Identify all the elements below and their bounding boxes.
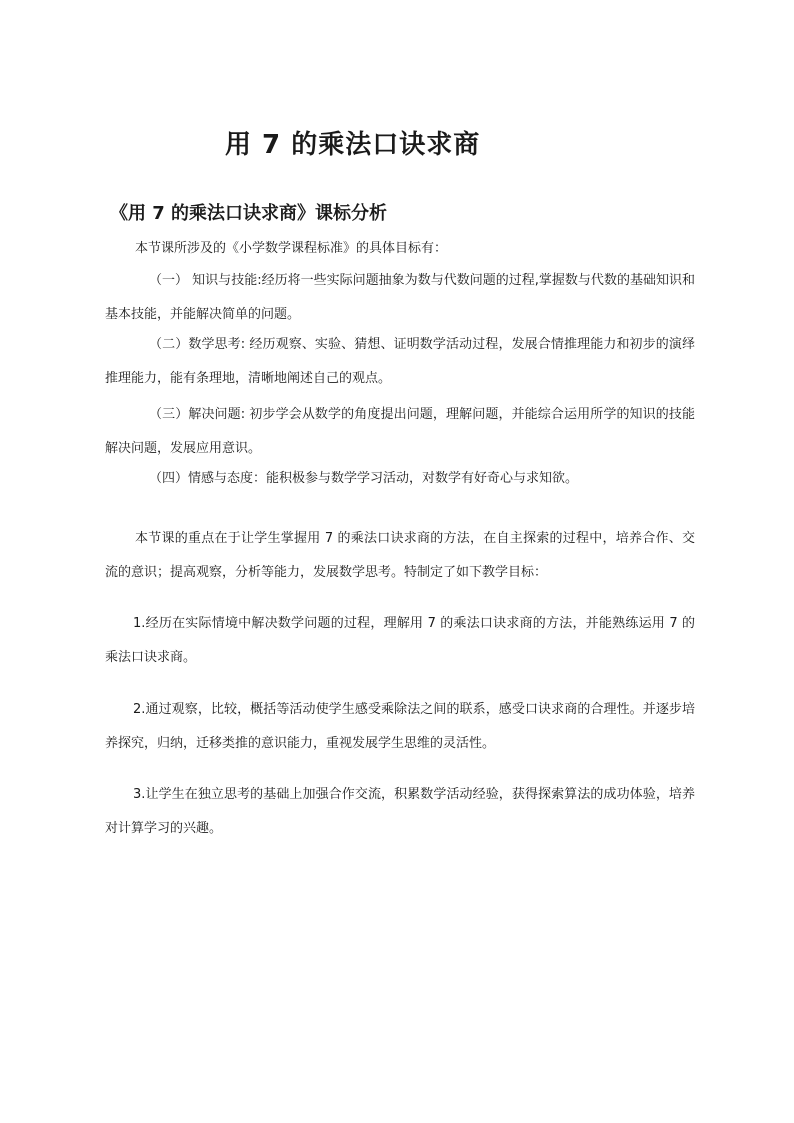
page-title: 用 7 的乘法口诀求商 — [225, 130, 481, 160]
objective-item: 1.经历在实际情境中解决数学问题的过程，理解用 7 的乘法口诀求商的方法，并能熟练运用 7 的乘法口诀求商。 — [105, 616, 695, 665]
goal-knowledge-skills: （一） 知识与技能:经历将一些实际问题抽象为数与代数问题的过程,掌握数与代数的基础知识和基本技能，并能解决简单的问题。 — [105, 273, 695, 322]
section-heading: 《用 7 的乘法口诀求商》课标分析 — [110, 203, 388, 224]
goal-emotion-attitude: （四）情感与态度：能积极参与数学学习活动，对数学有好奇心与求知欲。 — [149, 471, 579, 486]
goal-math-thinking: （二）数学思考: 经历观察、实验、猜想、证明数学活动过程，发展合情推理能力和初步的演绎推理能力，能有条理地，清晰地阐述自己的观点。 — [105, 337, 695, 386]
objective-item: 2.通过观察，比较，概括等活动使学生感受乘除法之间的联系，感受口诀求商的合理性。并逐步培养探究，归纳，迁移类推的意识能力，重视发展学生思维的灵活性。 — [105, 702, 695, 751]
objective-item: 3.让学生在独立思考的基础上加强合作交流，积累数学活动经验，获得探索算法的成功体验，培养对计算学习的兴趣。 — [105, 787, 695, 836]
intro-paragraph: 本节课所涉及的《小学数学课程标准》的具体目标有： — [135, 241, 448, 256]
focus-paragraph: 本节课的重点在于让学生掌握用 7 的乘法口诀求商的方法，在自主探索的过程中，培养合作、交流的意识；提高观察，分析等能力，发展数学思考。特制定了如下教学目标： — [105, 531, 695, 580]
goal-problem-solving: （三）解决问题: 初步学会从数学的角度提出问题，理解问题，并能综合运用所学的知识的技能解决问题，发展应用意识。 — [105, 407, 695, 456]
